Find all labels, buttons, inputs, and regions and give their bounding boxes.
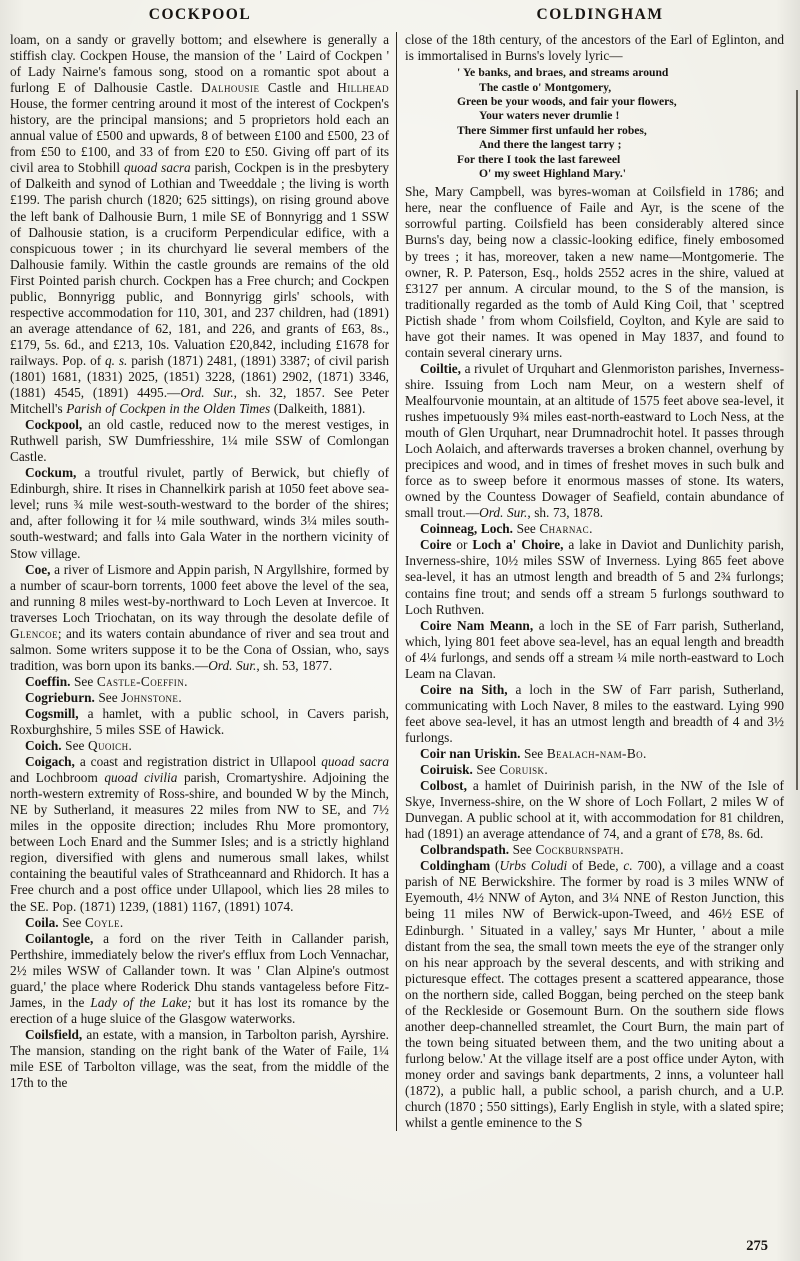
text-run: Coire na Sith,: [420, 681, 508, 697]
text-run: .: [620, 842, 624, 858]
verse-line: For there I took the last fareweel: [457, 152, 621, 166]
text-run: or: [451, 537, 473, 553]
paragraph: [405, 361, 784, 521]
text-run: .: [128, 738, 132, 754]
paragraph: [405, 32, 784, 64]
text-run: Glencoe: [10, 625, 58, 641]
paragraph: [405, 842, 784, 858]
text-run: Cogsmill,: [25, 705, 79, 721]
paragraph: [405, 746, 784, 762]
text-run: Coire Nam Meann,: [420, 617, 534, 633]
paragraph: [405, 778, 784, 842]
text-run: .: [184, 673, 188, 689]
verse-line: ' Ye banks, and braes, and streams around: [457, 66, 669, 80]
text-run: See: [509, 842, 536, 858]
verse-block: [405, 66, 784, 181]
text-run: close of the 18th century, of the ancestors of the Earl of Eglinton, and is immortalised in Burns's lovely lyric—: [405, 32, 784, 64]
verse-line: Green be your woods, and fair your flowers,: [457, 94, 677, 108]
paragraph: [405, 537, 784, 617]
text-run: but it has lost its romance by the erection of a huge sluice of the Glasgow waterworks.: [10, 994, 389, 1026]
text-run: Lady of the Lake;: [90, 994, 192, 1010]
paragraph: [10, 1027, 389, 1091]
column-left: [10, 32, 397, 1131]
text-run: Cockpool,: [25, 417, 83, 433]
text-run: Charnac: [539, 521, 590, 537]
text-run: Castle and: [259, 80, 338, 96]
text-run: Coiruisk.: [420, 762, 473, 778]
text-run: Coiltie,: [420, 360, 461, 376]
running-head-right: COLDINGHAM: [536, 6, 664, 23]
text-run: Coruisk: [499, 762, 545, 778]
paragraph: [10, 690, 389, 706]
text-run: an old castle, reduced now to the merest vestiges, in Ruthwell parish, SW Dumfriesshire, 1¼ mile SSW of Comlongan Castle.: [10, 417, 389, 465]
text-run: of Bede,: [567, 858, 624, 874]
verse-line: Your waters never drumlie !: [479, 109, 620, 123]
text-run: a loch in the SE of Farr parish, Sutherland, which, lying 801 feet above sea-level, has an equal length and breadth of 4¼ furlongs, and sends off a stream ¼ mile north-eastward to Loch Leam na Clavan.: [405, 617, 784, 681]
text-run: See: [70, 673, 97, 689]
paragraph: [10, 465, 389, 561]
text-run: .: [643, 745, 647, 761]
text-run: .: [119, 914, 124, 930]
text-run: Johnstone: [121, 689, 179, 705]
text-run: Colbost,: [420, 778, 467, 794]
paragraph: [405, 682, 784, 746]
text-run: Coigach,: [25, 754, 75, 770]
text-run: c.: [623, 858, 633, 874]
text-run: House, the former centring around it most of the interest of Cockpen's history, are the principal mansions; and 5 proprietors hold each an annual value of £500 and upwards, 8 of between £100 and £500, 23 of from £50 to £100, and 33 of from £20 to £50. Giving off part of its civil area to Stobhill: [10, 96, 389, 176]
page-number: 275: [746, 1238, 768, 1254]
text-run: .: [544, 762, 548, 778]
text-run: loam, on a sandy or gravelly bottom; and elsewhere is generally a stiffish clay. Cockpen House, the mansion of the ' Laird of Cockpen ' of Lady Nairne's famous song, stood on a romantic spot about a furlong E of Dalhousie Castle.: [10, 32, 389, 96]
verse-line: The castle o' Montgomery,: [479, 80, 612, 94]
text-run: She, Mary Campbell, was byres-woman at Coilsfield in 1786; and here, near the confluence of Faile and Ayr, is the scene of the sorrowful parting. Coilsfield has been considerably altered since Burns's day, being now a classic-looking edifice, finely embosomed by trees ; it has, moreover, taken a new name—Montgomerie. The owner, R. P. Paterson, Esq., holds 2552 acres in the shire, valued at £3127 per annum. A circular mound, to the S of the mansion, is traditionally regarded as the tomb of Auld King Coil, that ' sceptred Pictish shade ' from whom Coilsfield, Coylton, and Kyle are said to have got their names. It was opened in May 1837, and found to contain several cinerary urns.: [405, 184, 784, 360]
text-run: quoad sacra: [123, 160, 191, 176]
text-run: Colbrandspath.: [420, 842, 510, 858]
scan-edge-line: [796, 90, 798, 790]
text-run: Cockum,: [25, 465, 77, 481]
text-run: Quoich: [87, 738, 129, 754]
text-run: and Lochbroom: [10, 770, 105, 786]
paragraph: [10, 32, 389, 417]
text-run: See: [61, 738, 88, 754]
verse-line: And there the langest tarry ;: [479, 138, 622, 152]
text-run: , sh. 32, 1857. See Peter Mitchell's: [10, 385, 390, 417]
text-run: .: [589, 521, 593, 537]
text-run: See: [513, 521, 540, 537]
paragraph: [405, 184, 784, 361]
paragraph: [10, 562, 389, 674]
text-run: Cockburnspath: [535, 842, 621, 858]
text-run: Urbs Coludi: [499, 858, 568, 874]
text-run: q. s.: [105, 352, 128, 368]
text-run: a ford on the river Teith in Callander parish, Perthshire, immediately below the river's efflux from Loch Vennachar, 2½ miles WSW of Callander town. It was ' Clan Alpine's outmost guard,' the place where Roderick Dhu stands vantageless before Fitz-James, in the: [10, 930, 389, 1010]
text-run: , sh. 53, 1877.: [256, 657, 333, 673]
text-run: (: [490, 858, 500, 874]
text-run: Bealach-nam-Bo: [546, 745, 644, 761]
text-run: a troutful rivulet, partly of Berwick, but chiefly of Edinburgh, shire. It rises in Channelkirk parish at 1050 feet above sea-level; runs ¾ mile west-south-westward to the border of the shires; and, after following it for ¼ mile southward, winds 3¼ miles south-south-westward; and falls into Gala Water in the northern vicinity of Stow village.: [10, 465, 389, 561]
text-run: Coire: [420, 537, 452, 553]
paragraph: [10, 915, 389, 931]
text-run: Coeffin.: [25, 673, 71, 689]
text-run: a hamlet of Duirinish parish, in the NW of the Isle of Skye, Inverness-shire, on the W shore of Loch Follart, 2 miles W of Dunvegan. A public school at it, with accommodation for 81 children, had (1891) an average attendance of 74, and a grant of £78, 8s. 6d.: [405, 778, 784, 842]
paragraph: [405, 618, 784, 682]
text-run: parish, Cromartyshire. Adjoining the north-western extremity of Ross-shire, and bounded W by the Minch, NE by Sutherland, it measures 22 miles from NW to SE, and 7½ miles in the opposite direction; includes Rhu More promontory, between Loch Enard and the Summer Isles; and is a strictly highland region, diversified with glens and numerous small lakes, whilst containing the beautiful vales of Strathceannard and Rhidorch. It has a Free church and a post office under Ullapool, which lies 28 miles to the SE. Pop. (1871) 1239, (1881) 1167, (1891) 1074.: [10, 770, 389, 914]
text-run: a loch in the SW of Farr parish, Sutherland, communicating with Loch Naver, 8 miles to the eastward. Lying 990 feet above sea-level, it has an utmost length and breadth of 4 and 3½ furlongs.: [405, 681, 784, 745]
paragraph: [405, 762, 784, 778]
text-run: Hillhead: [337, 80, 389, 96]
text-run: parish (1871) 2481, (1891) 3387; of civil parish (1801) 1681, (1831) 2025, (1851) 3228, (1861) 2902, (1871) 3346, (1881) 4545, (1891) 4495.—: [10, 352, 390, 401]
text-run: Coilsfield,: [25, 1026, 83, 1042]
text-run: Coir nan Uriskin.: [420, 745, 521, 761]
verse-line: There Simmer first unfauld her robes,: [457, 123, 647, 137]
paragraph: [10, 931, 389, 1027]
text-run: Loch a' Choire,: [472, 537, 564, 553]
text-run: Castle-Coeffin: [96, 673, 185, 689]
text-run: 700), a village and a coast parish of NE Berwickshire. The former by road is 3 miles WNW of Eyemouth, 4½ NNW of Ayton, and 3¼ NNE of Reston Junction, this being 11 miles NW of Berwick-upon-Tweed, and 46½ ESE of Edinburgh. ' Situated in a valley,' says Mr Hunter, ' about a mile distant from the sea, the small town meets the eye of the stranger only on his near approach by the several descents, and with striking and picturesque effect. The cottages present a scattered appearance, those on the northern side, called Boggan, being perched on the steep bank of the Reckleside or Gosemount Burn. On the southern side flows another deep-channelled streamlet, the Court Burn, the main part of the town being situated between them, and the two uniting about a furlong below.' At the village itself are a post office under Ayton, with money order and savings bank departments, 2 inns, a volunteer hall (1872), a public hall, a public school, a parish church, and a U.P. church (1870 ; 550 sittings), Early English in style, with a slated spire; whilst a gentle eminence to the S: [405, 858, 784, 1131]
text-run: See: [472, 762, 500, 778]
text-run: Ord. Sur.: [208, 657, 257, 673]
text-run: .: [178, 689, 182, 705]
text-run: Coyle: [85, 914, 120, 930]
text-run: a river of Lismore and Appin parish, N Argyllshire, formed by a number of scaur-born torrents, 1000 feet above the level of the sea, and running 8 miles west-by-northward to Loch Leven at Invercoe. It traverses Loch Triochatan, on its way through the desolate defile of: [10, 561, 389, 625]
verse-line: O' my sweet Highland Mary.': [479, 166, 626, 180]
text-run: See: [94, 689, 122, 705]
paragraph: [10, 417, 389, 465]
running-head-left: COCKPOOL: [148, 6, 252, 23]
paragraph: [10, 738, 389, 754]
text-run: quoad sacra: [321, 754, 389, 770]
paragraph: [10, 754, 389, 914]
text-run: parish, Cockpen is in the presbytery of Dalkeith and synod of Lothian and Tweeddale ; the living is worth £199. The parish church (1820; 625 sittings), on rising ground above the left bank of Dalhousie Burn, 1 mile SE of Bonnyrigg and 1 SSW of Dalhousie station, is a cruciform Perpendicular edifice, with a conspicuous tower ; in its churchyard lie several members of the Dalhousie family. Within the castle grounds are remains of the old First Pointed parish church. Cockpen has a Free church; and Cockpen public, Bonnyrigg public, and Bonnyrigg girls' schools, with respective accommodation for 110, 301, and 237 children, had (1891) an average attendance of 62, 181, and 226, and grants of £63, 8s., £179, 5s. 6d., and £213, 10s. Valuation £20,842, including £1678 for railways. Pop. of: [10, 160, 389, 368]
text-run: Coila.: [25, 914, 59, 930]
paragraph: [405, 521, 784, 537]
text-run: Cogrieburn.: [25, 689, 95, 705]
text-run: Ord. Sur.: [479, 505, 528, 521]
paragraph: [10, 674, 389, 690]
text-run: a lake in Daviot and Dunlichity parish, Inverness-shire, 10½ miles SSW of Inverness. Lying 865 feet above sea-level, it has an utmost length and breadth of 5 and 2¾ furlongs; contains fine trout; and sends off a stream 5 furlongs southward to Loch Ruthven.: [405, 537, 784, 617]
running-heads: [0, 0, 800, 24]
text-run: Parish of Cockpen in the Olden Times: [66, 401, 271, 417]
text-run: Dalhousie: [201, 80, 260, 96]
text-run: Ord. Sur.: [180, 385, 234, 401]
text-run: , sh. 73, 1878.: [527, 505, 604, 521]
text-run: See: [58, 914, 86, 930]
text-run: Coldingham: [420, 858, 491, 874]
text-run: quoad civilia: [104, 770, 178, 786]
text-run: Coich.: [25, 738, 62, 754]
text-run: a rivulet of Urquhart and Glenmoriston parishes, Inverness-shire. Issuing from Loch nam Meur, on a western shelf of Mealfourvonie mountain, at an altitude of 1575 feet above sea-level, it rushes impetuously 9¾ miles east-north-eastward to Loch Ness, at the mouth of Glen Urquhart, near Drumnadrochit hotel. It passes through Loch Aolaich, and afterwards traverses a broken channel, overhung by precipices and wood, and in times of freshet moves in such bulk and force as to sweep before it enormous masses of stone. Its waters, owned by the Countess Dowager of Seafield, contain abundance of small trout.—: [405, 360, 785, 521]
text-run: Coilantogle,: [25, 930, 94, 946]
text-run: a hamlet, with a public school, in Cavers parish, Roxburghshire, 5 miles SSE of Hawick.: [10, 705, 389, 738]
paragraph: [10, 706, 389, 738]
text-run: ; and its waters contain abundance of river and sea trout and salmon. Some writers suppose it to be the Cona of Ossian, who, says tradition, was born upon its banks.—: [10, 625, 389, 673]
paragraph: [405, 858, 784, 1131]
text-run: Coe,: [25, 561, 51, 577]
text-run: an estate, with a mansion, in Tarbolton parish, Ayrshire. The mansion, standing on the right bank of the Water of Faile, 1¼ mile ESE of Tarbolton village, was the seat, from the middle of the 17th to the: [10, 1026, 389, 1091]
text-run: Coinneag, Loch.: [420, 521, 513, 537]
text-run: a coast and registration district in Ullapool: [74, 754, 322, 770]
text-run: See: [520, 745, 547, 761]
column-right: [397, 32, 784, 1131]
text-run: (Dalkeith, 1881).: [270, 401, 366, 417]
columns-container: [0, 24, 800, 1131]
